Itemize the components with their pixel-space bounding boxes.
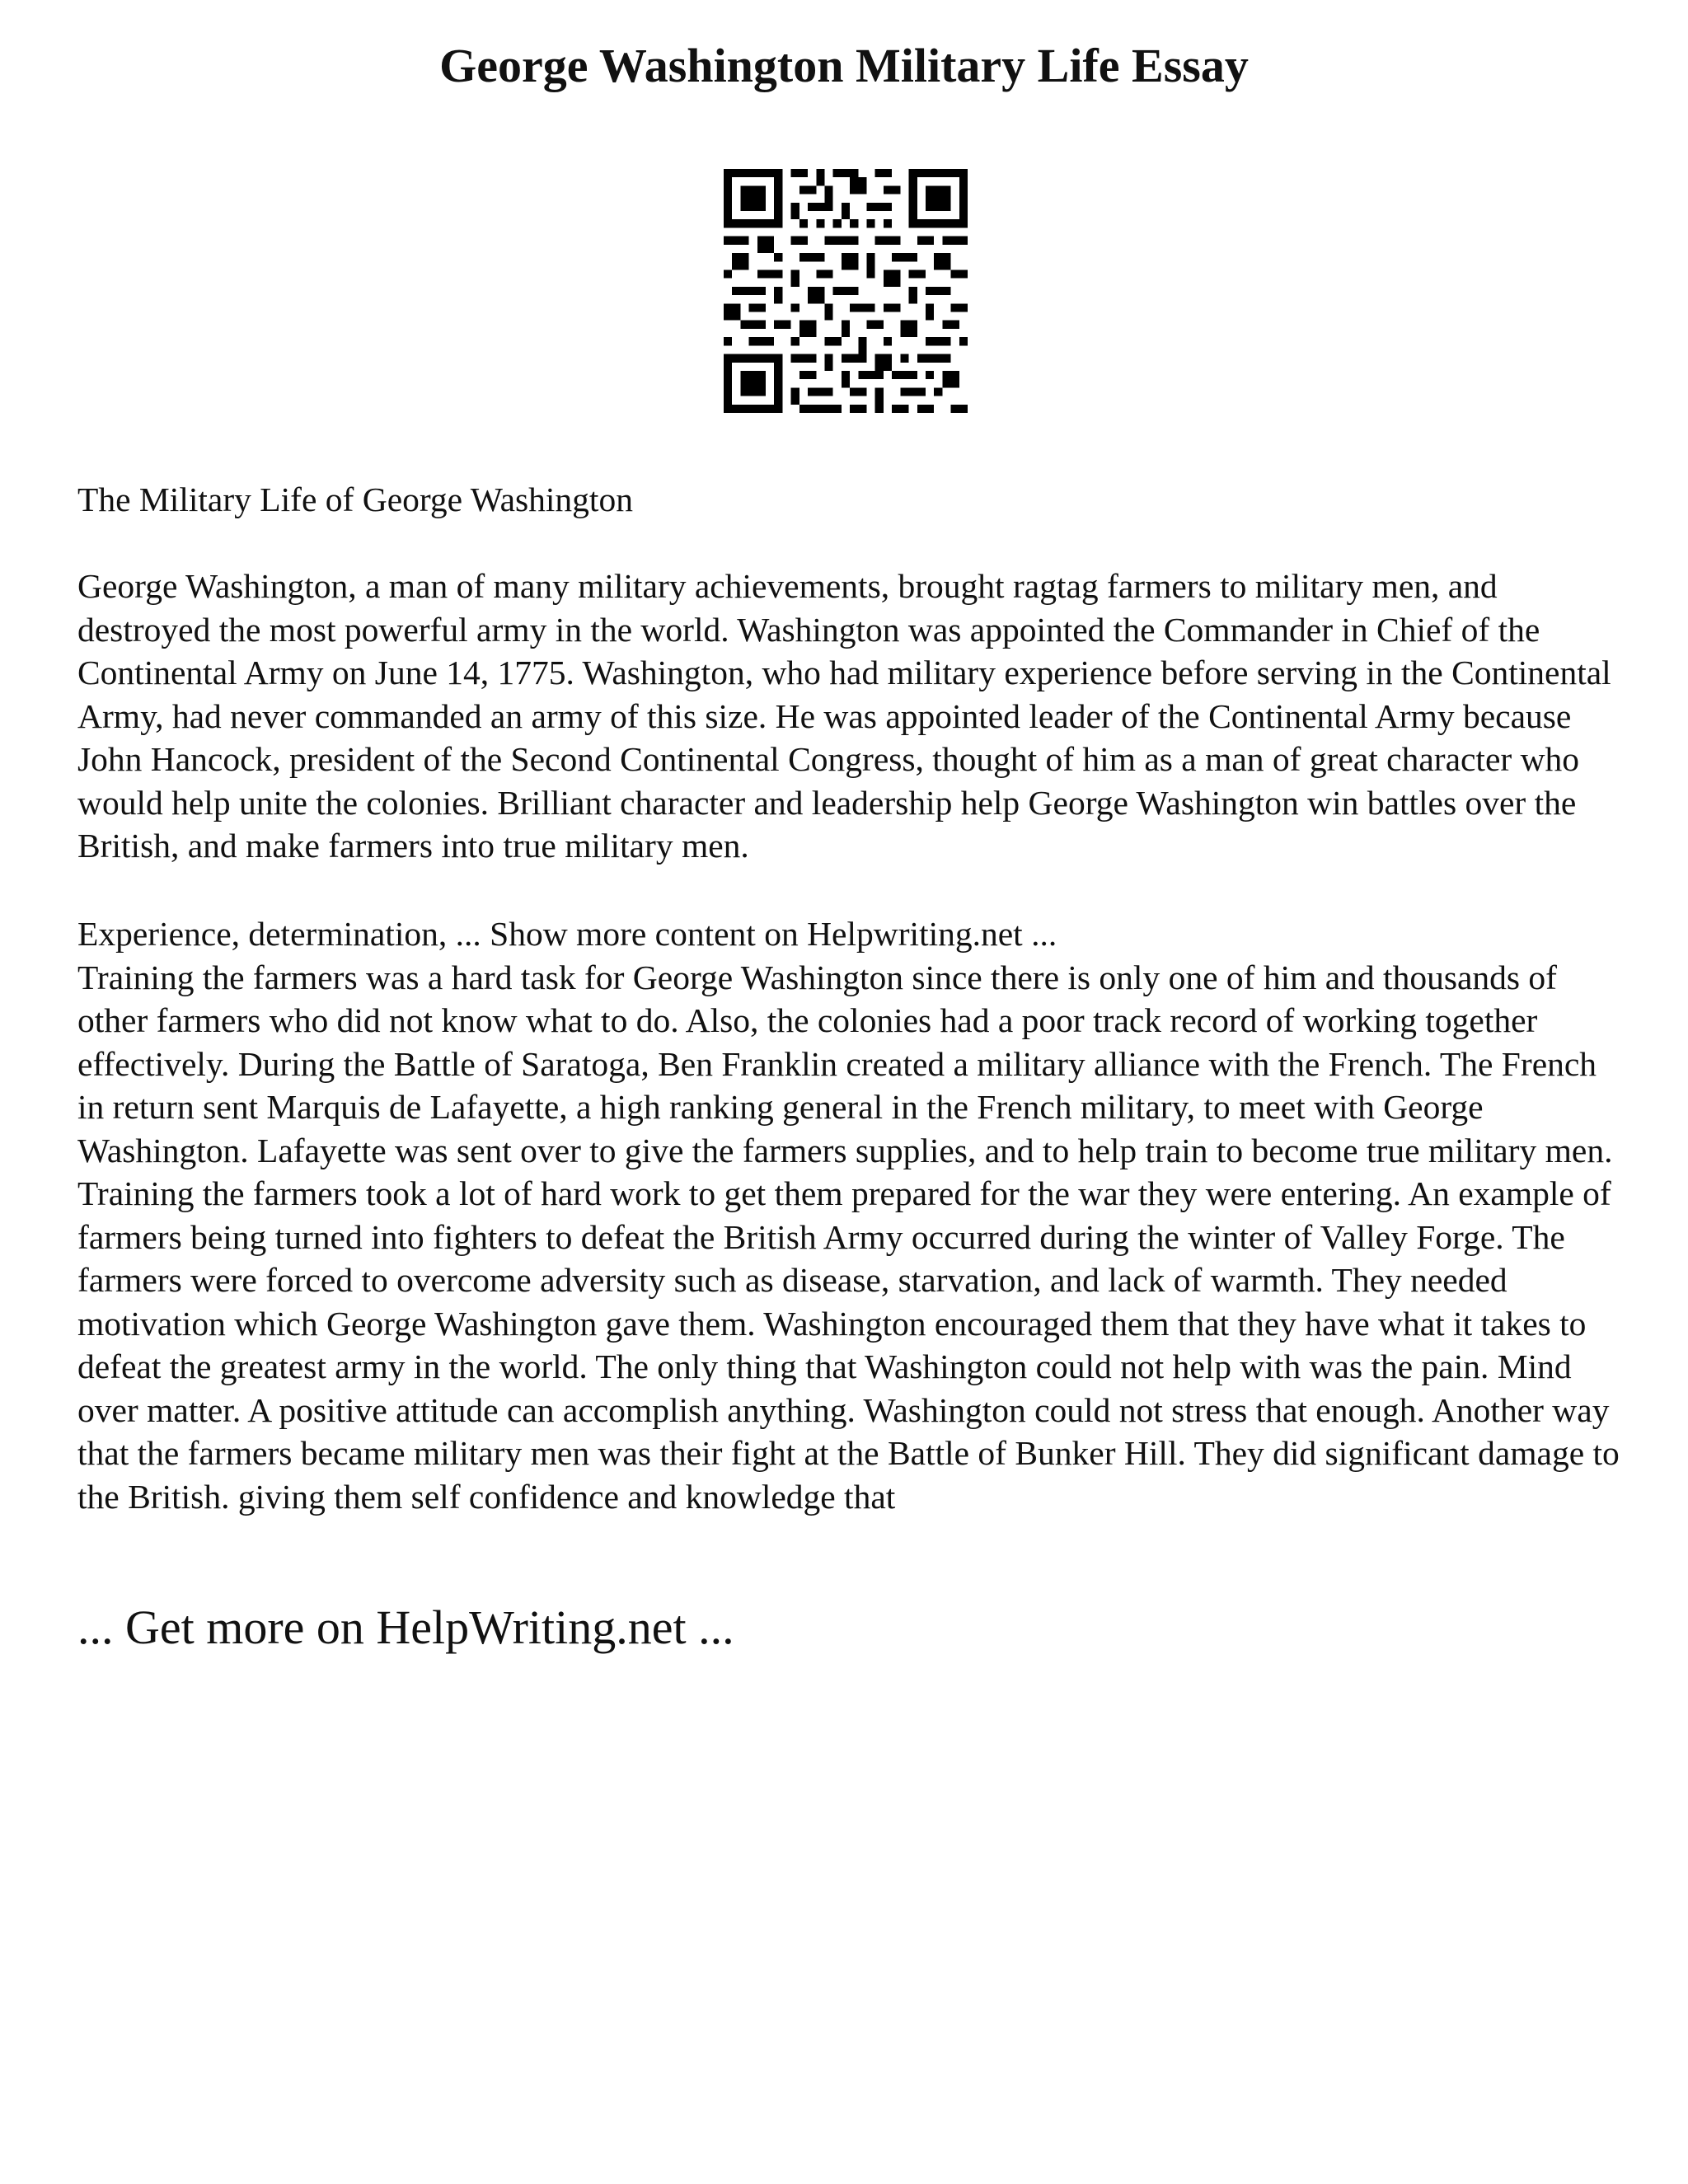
essay-subtitle: The Military Life of George Washington	[77, 480, 633, 518]
page-title: George Washington Military Life Essay	[439, 39, 1249, 92]
show-more-link[interactable]: Experience, determination, ... Show more content on Helpwriting.net ...	[77, 915, 1057, 953]
qr-code	[724, 169, 968, 413]
essay-paragraph-2	[77, 912, 1627, 1518]
essay-paragraph-1: George Washington, a man of many military achievements, brought ragtag farmers to military men, and destroyed the most powerful army in the world. Washington was appointed the Commander in Chief of the Continental Army on June 14, 1775. Washington, who had military experience before serving in the Continental Army, had never commanded an army of this size. He was appointed leader of the Continental Army because John Hancock, president of the Second Continental Congress, thought of him as a man of great character who would help unite the colonies. Brilliant character and leadership help George Washington win battles over the British, and make farmers into true military men.	[77, 567, 1611, 865]
essay-paragraph-2-body: Training the farmers was a hard task for George Washington since there is only one of him and thousands of other farmers who did not know what to do. Also, the colonies had a poor track record of working together effectively. During the Battle of Saratoga, Ben Franklin created a military alliance with the French. The French in return sent Marquis de Lafayette, a high ranking general in the French military, to meet with George Washington. Lafayette was sent over to give the farmers supplies, and to help train to become true military men. Training the farmers took a lot of hard work to get them prepared for the war they were entering. An example of farmers being turned into fighters to defeat the British Army occurred during the winter of Valley Forge. The farmers were forced to overcome adversity such as disease, starvation, and lack of warmth. They needed motivation which George Washington gave them. Washington encouraged them that they have what it takes to defeat the greatest army in the world. The only thing that Washington could not help with was the pain. Mind over matter. A positive attitude can accomplish anything. Washington could not stress that enough. Another way that the farmers became military men was their fight at the Battle of Bunker Hill. They did significant damage to the British. giving them self confidence and knowledge that	[77, 958, 1620, 1516]
get-more-link[interactable]: ... Get more on HelpWriting.net ...	[77, 1601, 734, 1654]
